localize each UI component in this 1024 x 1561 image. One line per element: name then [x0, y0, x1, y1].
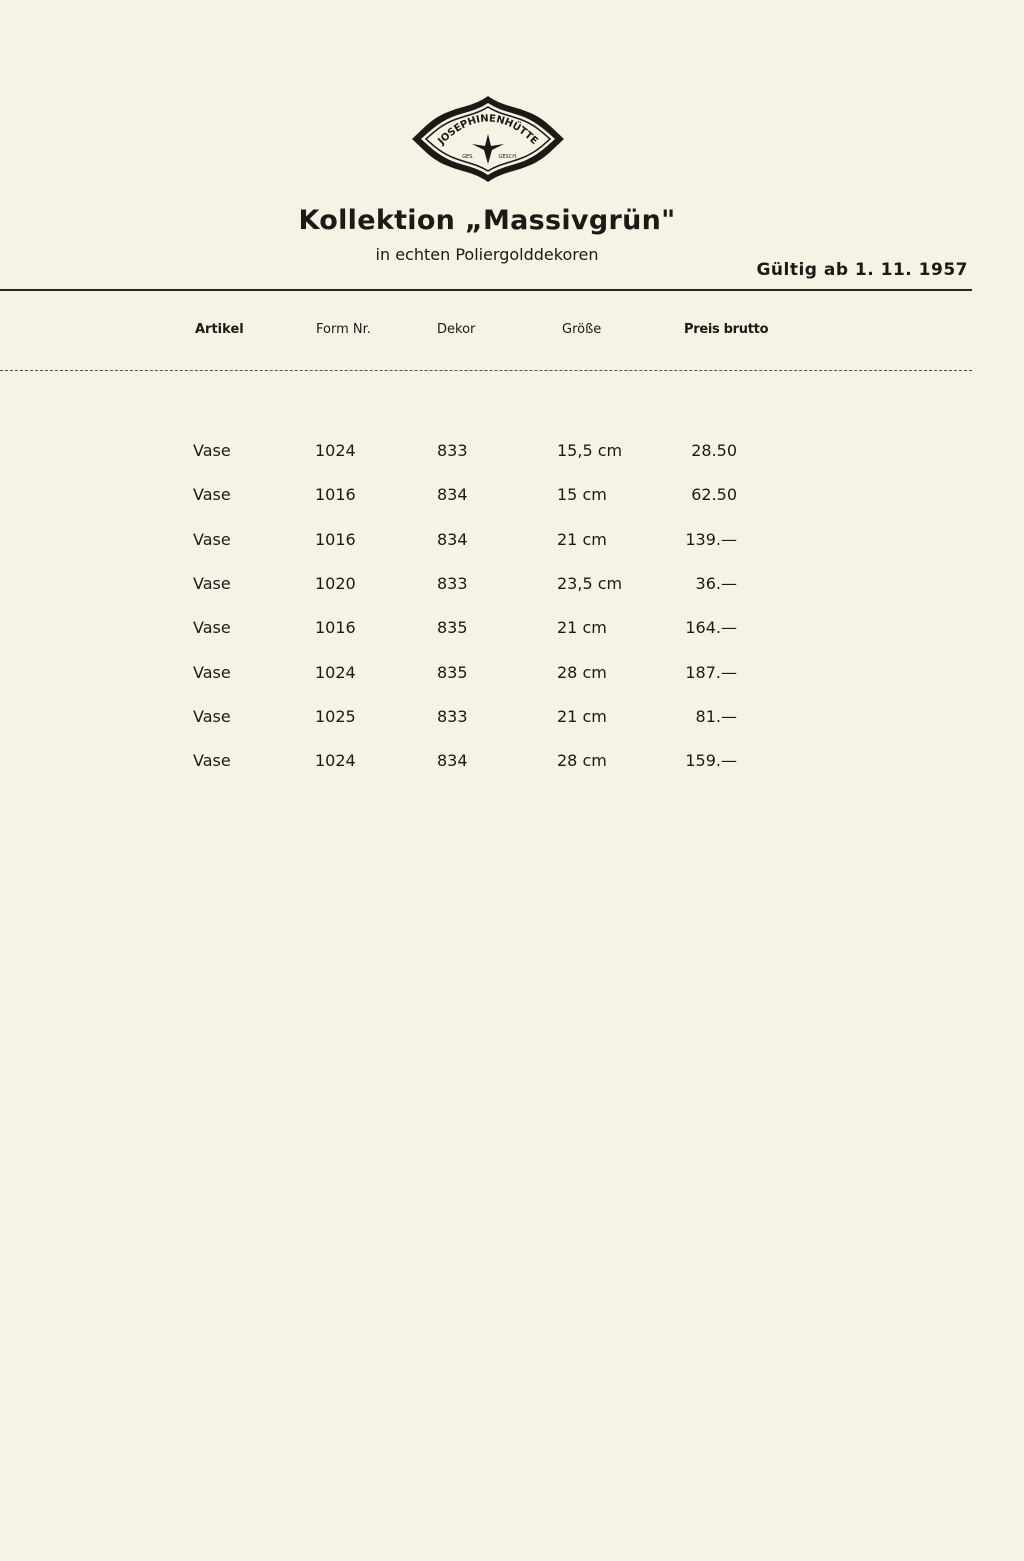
artikel-cell: Vase [193, 706, 231, 726]
preis-cell: 139.— [685, 529, 737, 549]
artikel-cell: Vase [193, 485, 231, 505]
preis-cell: 187.— [685, 662, 737, 682]
table-header-rule [0, 370, 972, 371]
table-row [0, 574, 1024, 604]
table-row [0, 707, 1024, 737]
groesse-cell: 15,5 cm [557, 441, 623, 460]
groesse-cell: 21 cm [557, 706, 607, 726]
table-row [0, 751, 1024, 781]
dekor-cell: 835 [437, 662, 468, 682]
preis-cell: 36.— [695, 573, 737, 593]
dekor-cell: 834 [437, 485, 468, 505]
column-header-dekor: Dekor [437, 322, 476, 337]
table-row [0, 663, 1024, 693]
dekor-cell: 835 [437, 618, 468, 638]
form-nr-cell: 1025 [315, 706, 356, 726]
form-nr-cell: 1016 [315, 485, 356, 505]
form-nr-cell: 1024 [315, 662, 356, 682]
preis-cell: 81.— [695, 706, 737, 726]
svg-text:GES.: GES. [462, 154, 474, 160]
dekor-cell: 833 [437, 706, 468, 726]
form-nr-cell: 1016 [315, 618, 356, 638]
form-nr-cell: 1024 [315, 751, 356, 771]
artikel-cell: Vase [193, 529, 231, 549]
header-rule [0, 289, 972, 291]
artikel-cell: Vase [193, 662, 231, 682]
groesse-cell: 23,5 cm [557, 573, 623, 593]
column-header-preis: Preis brutto [684, 322, 769, 337]
preis-cell: 164.— [685, 618, 737, 638]
document-subtitle: in echten Poliergolddekoren [375, 245, 599, 264]
josephinenhuette-logo [410, 94, 566, 184]
svg-text:JOSEPHINENHÜTTE: JOSEPHINENHÜTTE [436, 113, 540, 148]
preis-cell: 28.50 [691, 441, 737, 460]
document-title: Kollektion „Massivgrün" [298, 205, 676, 236]
form-nr-cell: 1016 [315, 529, 356, 549]
artikel-cell: Vase [193, 751, 231, 771]
groesse-cell: 21 cm [557, 618, 607, 638]
form-nr-cell: 1020 [315, 573, 356, 593]
column-header-groesse: Größe [562, 322, 602, 337]
groesse-cell: 28 cm [557, 662, 607, 682]
table-row [0, 530, 1024, 560]
preis-cell: 159.— [685, 751, 737, 771]
dekor-cell: 833 [437, 441, 468, 460]
valid-from-date: Gültig ab 1. 11. 1957 [756, 260, 968, 280]
artikel-cell: Vase [193, 618, 231, 638]
table-row [0, 441, 1024, 471]
dekor-cell: 834 [437, 529, 468, 549]
column-header-artikel: Artikel [195, 322, 244, 337]
svg-text:GESCH.: GESCH. [498, 154, 518, 160]
groesse-cell: 28 cm [557, 751, 607, 771]
table-row [0, 618, 1024, 648]
groesse-cell: 21 cm [557, 529, 607, 549]
table-row [0, 485, 1024, 515]
dekor-cell: 834 [437, 751, 468, 771]
artikel-cell: Vase [193, 441, 231, 460]
dekor-cell: 833 [437, 573, 468, 593]
column-header-form-nr: Form Nr. [316, 322, 371, 337]
artikel-cell: Vase [193, 573, 231, 593]
form-nr-cell: 1024 [315, 441, 356, 460]
preis-cell: 62.50 [691, 485, 737, 505]
groesse-cell: 15 cm [557, 485, 607, 505]
